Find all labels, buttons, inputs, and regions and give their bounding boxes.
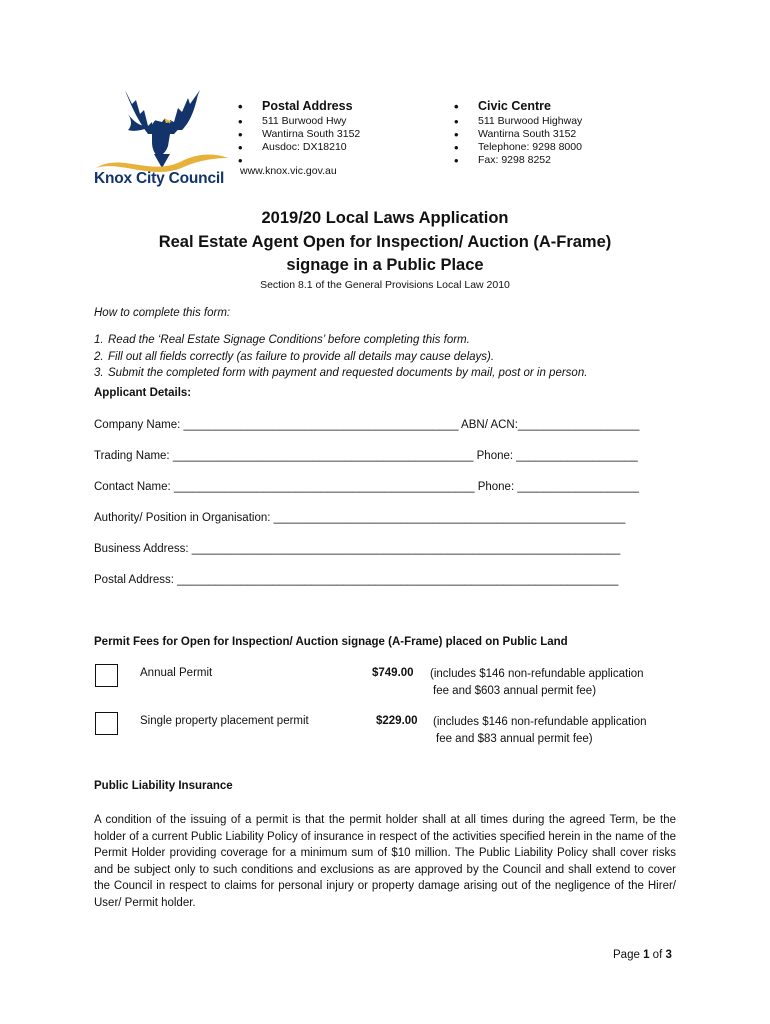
- postal-address-field[interactable]: Postal Address: _____________________________________________________________________: [94, 574, 619, 586]
- postal-address-block: [238, 99, 360, 167]
- step-number: 1.: [94, 334, 104, 346]
- page-number: [613, 949, 672, 961]
- single-property-permit-price: $229.00: [376, 715, 418, 727]
- note-line: fee and $603 annual permit fee): [433, 684, 597, 697]
- annual-permit-checkbox[interactable]: [95, 664, 118, 687]
- postal-address-line: • 511 Burwood Hwy: [238, 115, 360, 128]
- single-property-permit-note: [433, 714, 647, 747]
- note-line: (includes $146 non-refundable application: [430, 668, 644, 680]
- postal-address-line: • Ausdoc: DX18210: [238, 141, 360, 154]
- total-pages: 3: [665, 949, 672, 961]
- title-line-3: signage in a Public Place: [286, 256, 484, 274]
- step-text: Fill out all fields correctly (as failure to provide all details may cause delays).: [108, 350, 495, 363]
- civic-centre-line: • 511 Burwood Highway: [454, 115, 582, 128]
- applicant-details-heading: Applicant Details:: [94, 387, 192, 399]
- title-line-1: 2019/20 Local Laws Application: [261, 209, 509, 227]
- form-title: [0, 207, 770, 278]
- business-address-field[interactable]: Business Address: ___________________________________________________________________: [94, 543, 621, 555]
- postal-address-line: • Wantirna South 3152: [238, 128, 360, 141]
- civic-centre-heading: • Civic Centre: [454, 99, 582, 115]
- instructions-heading: How to complete this form:: [94, 307, 231, 319]
- note-line: (includes $146 non-refundable application: [433, 716, 647, 728]
- instruction-steps: [94, 332, 587, 382]
- civic-centre-line: • Telephone: 9298 8000: [454, 141, 582, 154]
- single-property-permit-label: Single property placement permit: [140, 715, 309, 727]
- trading-name-field[interactable]: Trading Name: _______________________________________________ Phone: ___________________: [94, 450, 638, 462]
- step-text: Submit the completed form with payment and requested documents by mail, post or in person.: [108, 367, 588, 379]
- page-of: of: [652, 949, 663, 961]
- postal-address-heading: • Postal Address: [238, 99, 360, 115]
- title-line-2: Real Estate Agent Open for Inspection/ Auction (A-Frame): [158, 232, 612, 251]
- website-link[interactable]: www.knox.vic.gov.au: [240, 165, 337, 177]
- form-subtitle: Section 8.1 of the General Provisions Local Law 2010: [260, 279, 510, 291]
- council-name-logo-text: Knox City Council: [94, 170, 225, 187]
- civic-centre-line: • Wantirna South 3152: [454, 128, 582, 141]
- page-prefix: Page: [613, 949, 640, 961]
- annual-permit-note: [430, 666, 644, 699]
- contact-name-field[interactable]: Contact Name: _______________________________________________ Phone: ___________________: [94, 481, 639, 493]
- civic-centre-block: [454, 99, 582, 167]
- step-text: Read the ‘Real Estate Signage Conditions’ before completing this form.: [108, 334, 470, 346]
- company-name-field[interactable]: Company Name: ___________________________________________ ABN/ ACN:___________________: [94, 419, 640, 431]
- annual-permit-label: Annual Permit: [140, 667, 213, 679]
- permit-fees-heading: Permit Fees for Open for Inspection/ Auction signage (A-Frame) placed on Public Land: [94, 636, 568, 648]
- public-liability-heading: Public Liability Insurance: [94, 780, 233, 792]
- note-line: fee and $83 annual permit fee): [436, 732, 593, 745]
- instruction-step: [94, 332, 587, 349]
- civic-centre-line: • Fax: 9298 8252: [454, 154, 582, 167]
- authority-position-field[interactable]: Authority/ Position in Organisation: _______________________________________________________: [94, 512, 626, 524]
- current-page: 1: [643, 949, 650, 961]
- single-property-permit-checkbox[interactable]: [95, 712, 118, 735]
- instruction-step: [94, 349, 587, 366]
- step-number: 2.: [94, 350, 104, 363]
- instruction-step: [94, 365, 587, 382]
- annual-permit-price: $749.00: [372, 667, 414, 679]
- public-liability-paragraph: A condition of the issuing of a permit is that the permit holder shall at all times during the agreed Term, be the holder of a current Public Liability Policy of insurance in respect of the activities specified herein in the name of the Permit Holder providing coverage for a minimum sum of $10 million. The Public Liability Policy shall cover risks and be subject only to such conditions and exclusions as are approved by the Council and shall extend to cover the Council in respect to claims for personal injury or property damage arising out of the negligence of the Hirer/ User/ Permit holder.: [94, 814, 676, 909]
- step-number: 3.: [94, 367, 104, 379]
